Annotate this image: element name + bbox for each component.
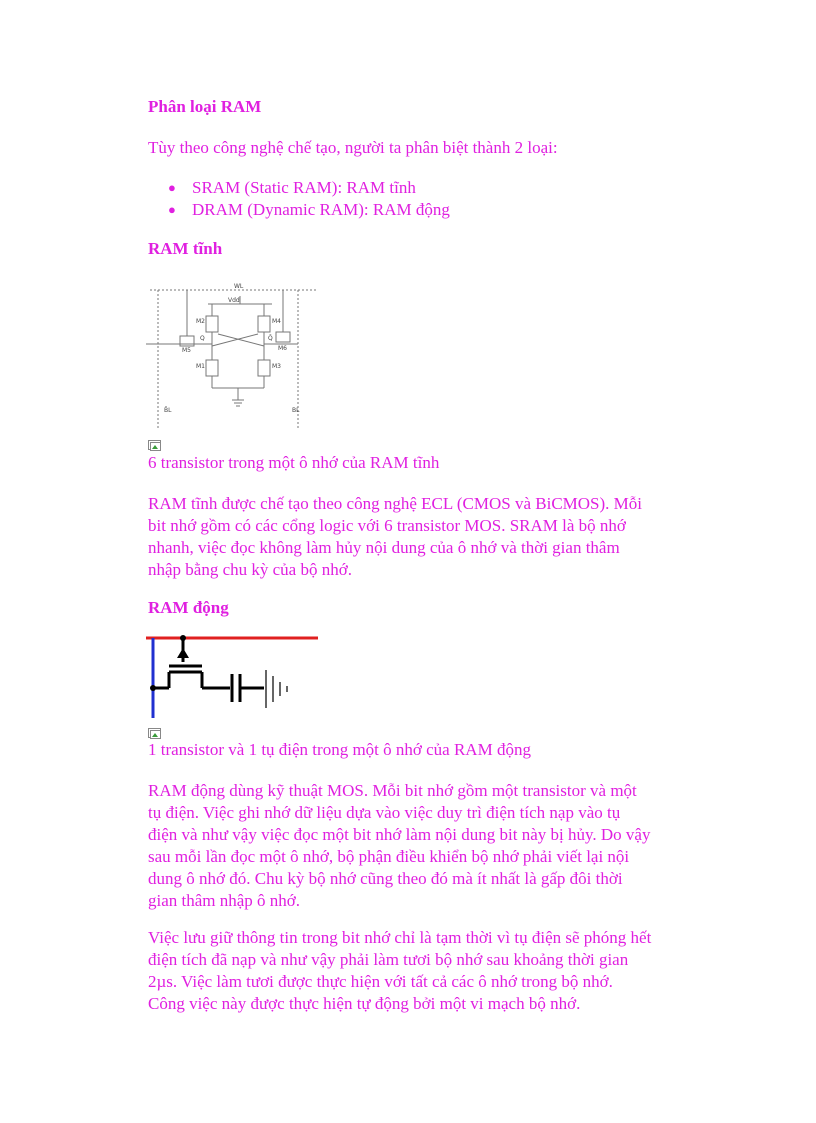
dram-circuit-figure [146,632,320,720]
label-bl: BL [292,407,300,414]
paragraph-line: RAM tĩnh được chế tạo theo công nghệ ECL (CMOS và BiCMOS). Mỗi [148,494,643,513]
dram-refresh-description [148,927,708,1015]
sram-6t-diagram [146,276,322,432]
paragraph-line: RAM động dùng kỹ thuật MOS. Mỗi bit nhớ gồm một transistor và một [148,781,637,800]
heading-ram-classification: Phân loại RAM [148,97,262,116]
paragraph-line: 2µs. Việc làm tươi được thực hiện với tất cả các ô nhớ trong bộ nhớ. [148,972,613,991]
label-m3: M3 [272,363,281,370]
paragraph-line: điện và như vậy việc đọc một bit nhớ làm nội dung bit này bị hủy. Do vậy [148,825,651,844]
paragraph-line: gian thâm nhập ô nhớ. [148,891,301,910]
list-item-dram: DRAM (Dynamic RAM): RAM động [192,200,450,219]
label-qbar: Q̄ [268,335,273,342]
paragraph-line: nhập bằng chu kỳ của bộ nhớ. [148,560,352,579]
bullet-icon: ● [168,202,176,217]
dram-description [148,780,708,912]
paragraph-line: sau mỗi lần đọc một ô nhớ, bộ phận điều khiển bộ nhớ phải viết lại nội [148,847,630,866]
heading-sram: RAM tĩnh [148,239,223,258]
dram-1t1c-diagram [146,632,320,720]
paragraph-line: dung ô nhớ đó. Chu kỳ bộ nhớ cũng theo đó mà ít nhất là gấp đôi thời [148,869,623,888]
label-m4: M4 [272,318,281,325]
dram-figure-caption: 1 transistor và 1 tụ điện trong một ô nhớ của RAM động [148,740,531,759]
paragraph-line: Việc lưu giữ thông tin trong bit nhớ chỉ là tạm thời vì tụ điện sẽ phóng hết [148,928,652,947]
label-m1: M1 [196,363,205,370]
list-item [168,199,450,221]
intro-text: Tùy theo công nghệ chế tạo, người ta phân biệt thành 2 loại: [148,138,558,157]
broken-image-icon [148,728,162,740]
sram-circuit-figure [146,276,322,432]
paragraph-line: nhanh, việc đọc không làm hủy nội dung của ô nhớ và thời gian thâm [148,538,620,557]
paragraph-line: điện tích đã nạp và như vậy phải làm tươi bộ nhớ sau khoảng thời gian [148,950,629,969]
list-item-sram: SRAM (Static RAM): RAM tĩnh [192,178,416,197]
paragraph-line: Công việc này được thực hiện tự động bởi một vi mạch bộ nhớ. [148,994,581,1013]
sram-figure-caption: 6 transistor trong một ô nhớ của RAM tĩnh [148,453,440,472]
label-vdd: Vdd [228,297,240,304]
paragraph-line: tụ điện. Việc ghi nhớ dữ liệu dựa vào việc duy trì điện tích nạp vào tụ [148,803,621,822]
paragraph-line: bit nhớ gồm có các cổng logic với 6 transistor MOS. SRAM là bộ nhớ [148,516,626,535]
label-bl-bar: B̄L [164,407,172,414]
bullet-icon: ● [168,180,176,195]
broken-image-icon [148,440,162,452]
list-item [168,177,450,199]
label-m6: M6 [278,345,287,352]
sram-description [148,493,688,581]
label-wl: WL [234,283,244,290]
label-m5: M5 [182,347,191,354]
label-q: Q [200,335,205,342]
ram-type-list [168,177,450,221]
heading-dram: RAM động [148,598,229,617]
label-m2: M2 [196,318,205,325]
